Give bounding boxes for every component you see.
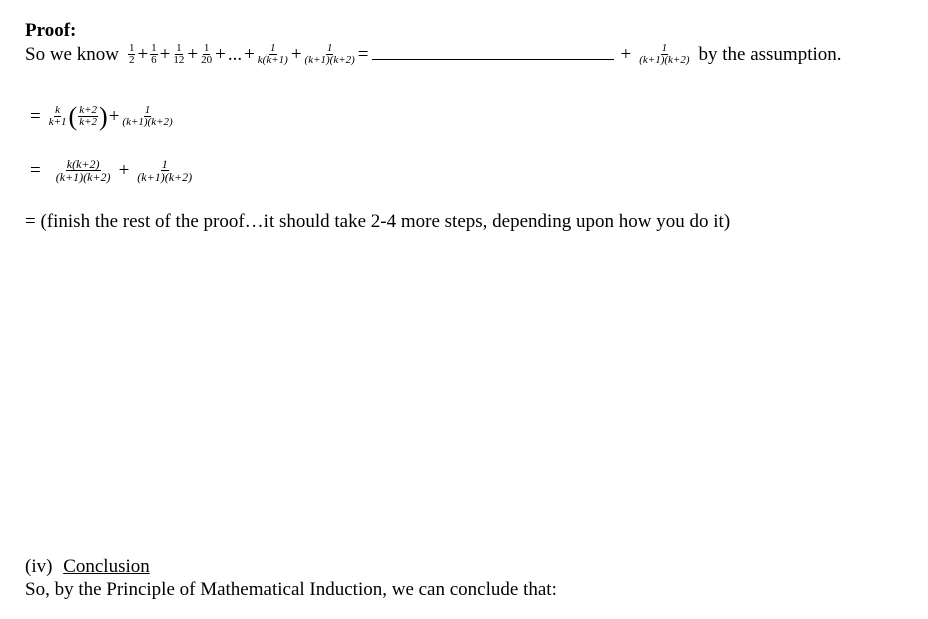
plus-sign: +	[137, 43, 149, 65]
plus-sign: +	[187, 43, 199, 65]
conclusion-title: Conclusion	[63, 556, 150, 577]
proof-line-3	[29, 158, 194, 183]
conclusion-text: So, by the Principle of Mathematical Induction, we can conclude that:	[25, 579, 557, 600]
lead-text: So we know	[25, 43, 119, 65]
fraction-combined-numerator: $\frac{k(k+2)}{(k+1)(k+2)}$	[55, 157, 111, 184]
equals-sign: =	[30, 105, 41, 127]
close-paren: )	[99, 101, 108, 131]
fraction-one-over-product: $\frac{1}{(k+1)(k+2)}$	[122, 104, 173, 128]
open-paren: (	[68, 101, 78, 131]
fraction-k-plus-2-over-k-plus-2: $\frac{k+2}{k+2}$	[79, 104, 98, 128]
ellipsis: ...	[227, 43, 243, 65]
proof-heading: Proof:	[25, 20, 77, 41]
fraction-twelfth: $\frac{1}{12}$	[173, 42, 185, 66]
proof-line-2	[29, 101, 175, 131]
fraction-twentieth: $\frac{1}{20}$	[201, 42, 213, 66]
plus-sign: +	[244, 43, 255, 65]
fraction-term-k: $\frac{1}{k(k+1)}$	[257, 42, 288, 66]
plus-sign: +	[159, 43, 171, 65]
fraction-tail-term: $\frac{1}{(k+1)(k+2)}$	[639, 42, 690, 66]
fraction-k-over-k-plus-1: $\frac{k}{k+1}$	[48, 104, 67, 128]
assumption-text: by the assumption.	[698, 43, 842, 65]
fraction-sixth: $\frac{1}{6}$	[151, 42, 157, 66]
proof-instruction: = (finish the rest of the proof…it should take 2-4 more steps, depending upon how you do it)	[25, 211, 731, 232]
fraction-one-over-product: $\frac{1}{(k+1)(k+2)}$	[137, 157, 193, 184]
equals-sign: =	[357, 43, 369, 65]
plus-sign: +	[290, 43, 302, 65]
conclusion-label: (iv)	[25, 556, 53, 577]
plus-sign: +	[620, 43, 632, 65]
answer-blank[interactable]	[372, 49, 614, 60]
equals-sign: =	[30, 159, 41, 181]
conclusion-heading	[25, 556, 150, 578]
proof-line-1	[25, 43, 842, 66]
plus-sign: +	[215, 43, 226, 65]
fraction-term-k-plus-1: $\frac{1}{(k+1)(k+2)}$	[304, 42, 355, 66]
fraction-half: $\frac{1}{2}$	[128, 42, 135, 66]
plus-sign: +	[108, 105, 120, 127]
plus-sign: +	[118, 159, 130, 181]
